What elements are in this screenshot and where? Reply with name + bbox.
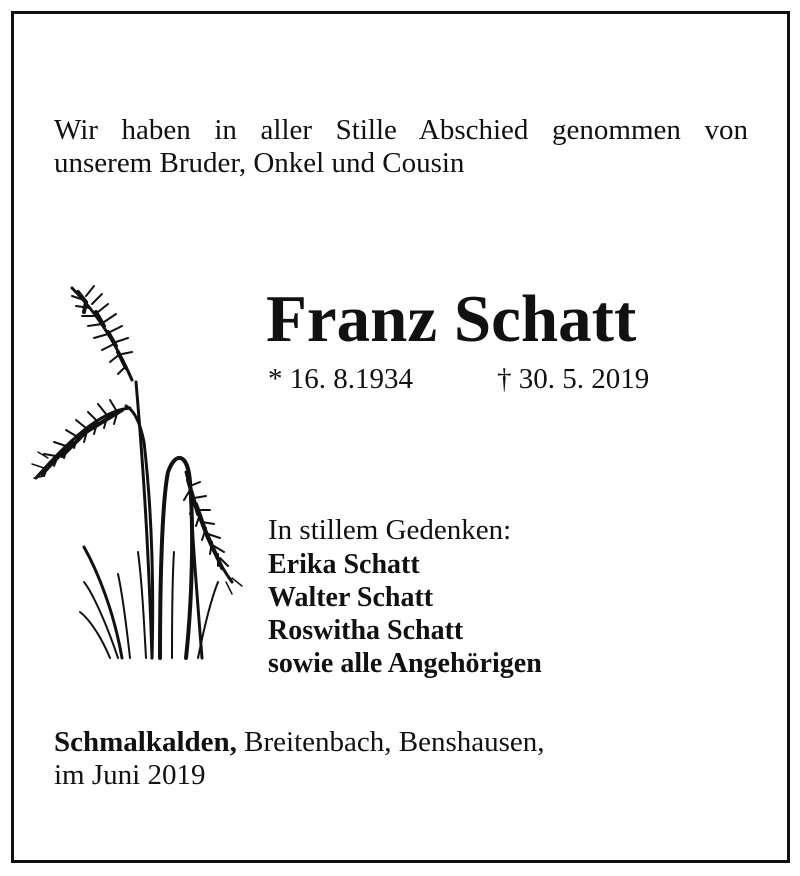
deceased-name: Franz Schatt [266, 282, 637, 356]
wheat-icon [26, 282, 246, 662]
notice-date: im Juni 2019 [54, 759, 206, 791]
birth-date: * 16. 8.1934 [268, 363, 413, 395]
mourner-item: sowie alle Angehörigen [268, 648, 542, 679]
mourner-item: Roswitha Schatt [268, 615, 464, 646]
intro-line-1: Wir haben in aller Stille Abschied genommen von [54, 114, 748, 146]
intro-line-2: unserem Bruder, Onkel und Cousin [54, 147, 465, 179]
place-others: Breitenbach, Benshausen, [236, 726, 545, 758]
mourner-item: Walter Schatt [268, 582, 434, 613]
place-city: Schmalkalden, [54, 726, 237, 758]
gedenken-label: In stillem Gedenken: [268, 514, 512, 546]
place-and-date [54, 726, 545, 792]
intro-text [54, 114, 748, 180]
mourner-item: Erika Schatt [268, 549, 420, 580]
mourners-list [268, 548, 542, 680]
life-dates [268, 362, 650, 396]
death-date: † 30. 5. 2019 [497, 363, 650, 395]
place-line [54, 726, 545, 759]
